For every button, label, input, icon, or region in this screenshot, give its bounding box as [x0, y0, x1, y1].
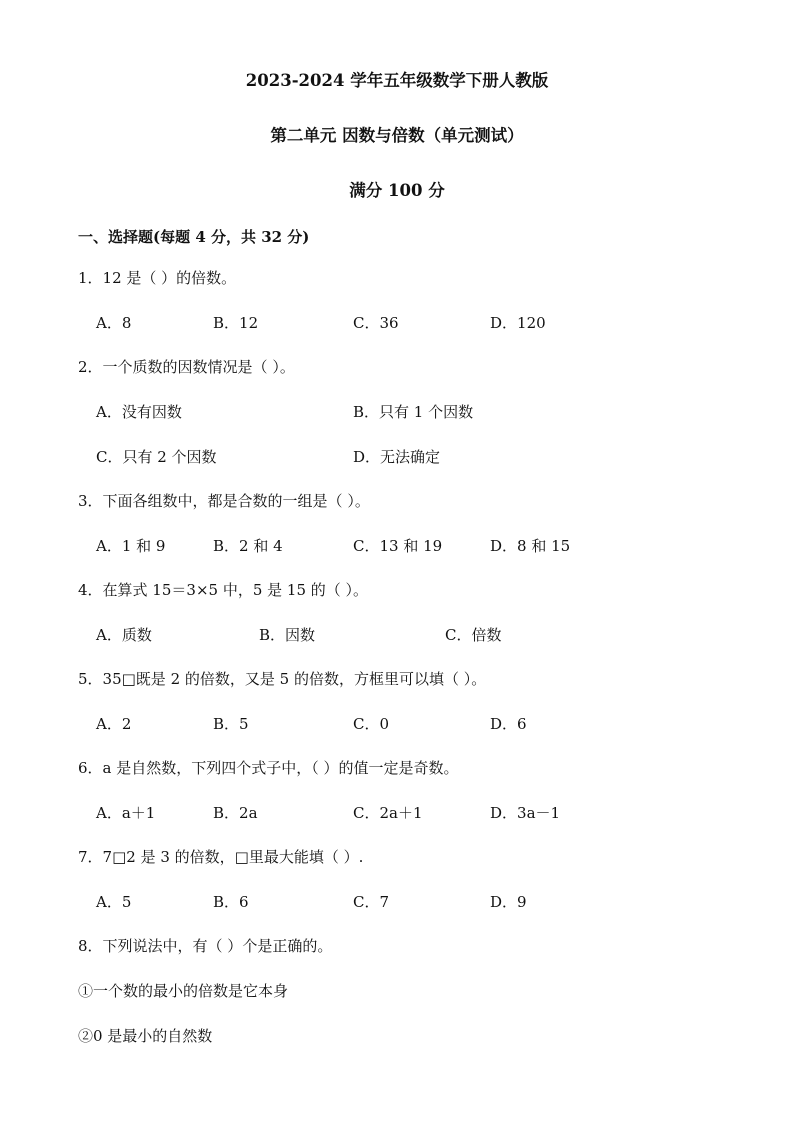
q6-option-a: A．a＋1 [96, 804, 156, 822]
q4-option-b: B．因数 [259, 626, 316, 644]
q6-option-b: B．2a [213, 804, 258, 822]
q2-option-c: C．只有 2 个因数 [96, 448, 217, 466]
q7-option-a: A．5 [96, 893, 132, 911]
q5-option-b: B．5 [213, 715, 249, 733]
question-2: 2．一个质数的因数情况是（ ）。 [78, 358, 295, 376]
q4-option-c: C．倍数 [445, 626, 502, 644]
question-5: 5．35□既是 2 的倍数，又是 5 的倍数，方框里可以填（ ）。 [78, 670, 487, 688]
q3-option-b: B．2 和 4 [213, 537, 283, 555]
q8-statement-2: ②0 是最小的自然数 [78, 1027, 213, 1045]
question-1: 1．12 是（ ）的倍数。 [78, 269, 237, 287]
q8-statement-1: ①一个数的最小的倍数是它本身 [78, 982, 289, 1000]
q4-option-a: A．质数 [96, 626, 152, 644]
question-8: 8．下列说法中，有（ ）个是正确的。 [78, 937, 333, 955]
q2-option-b: B．只有 1 个因数 [353, 403, 474, 421]
question-4: 4．在算式 15＝3×5 中，5 是 15 的（ ）。 [78, 581, 369, 599]
q1-option-c: C．36 [353, 314, 399, 332]
q5-option-d: D．6 [490, 715, 527, 733]
question-6: 6．a 是自然数，下列四个式子中，（ ）的值一定是奇数。 [78, 759, 459, 777]
q3-option-a: A．1 和 9 [96, 537, 166, 555]
q3-option-d: D．8 和 15 [490, 537, 571, 555]
q7-option-d: D．9 [490, 893, 527, 911]
full-score: 满分 100 分 [349, 181, 445, 200]
q7-option-b: B．6 [213, 893, 249, 911]
document-title: 2023-2024 学年五年级数学下册人教版 [245, 71, 549, 90]
q2-option-d: D．无法确定 [353, 448, 441, 466]
q2-option-a: A．没有因数 [96, 403, 182, 421]
q5-option-a: A．2 [96, 715, 132, 733]
q1-option-b: B．12 [213, 314, 259, 332]
q3-option-c: C．13 和 19 [353, 537, 443, 555]
question-7: 7．7□2 是 3 的倍数，□里最大能填（ ）. [78, 848, 364, 866]
section-heading: 一、选择题(每题 4 分，共 32 分) [78, 228, 310, 246]
q6-option-d: D．3a－1 [490, 804, 561, 822]
q1-option-d: D．120 [490, 314, 546, 332]
unit-subtitle: 第二单元 因数与倍数（单元测试） [270, 126, 524, 145]
q5-option-c: C．0 [353, 715, 390, 733]
q7-option-c: C．7 [353, 893, 390, 911]
q1-option-a: A．8 [96, 314, 132, 332]
q6-option-c: C．2a＋1 [353, 804, 423, 822]
question-3: 3．下面各组数中，都是合数的一组是（ ）。 [78, 492, 370, 510]
